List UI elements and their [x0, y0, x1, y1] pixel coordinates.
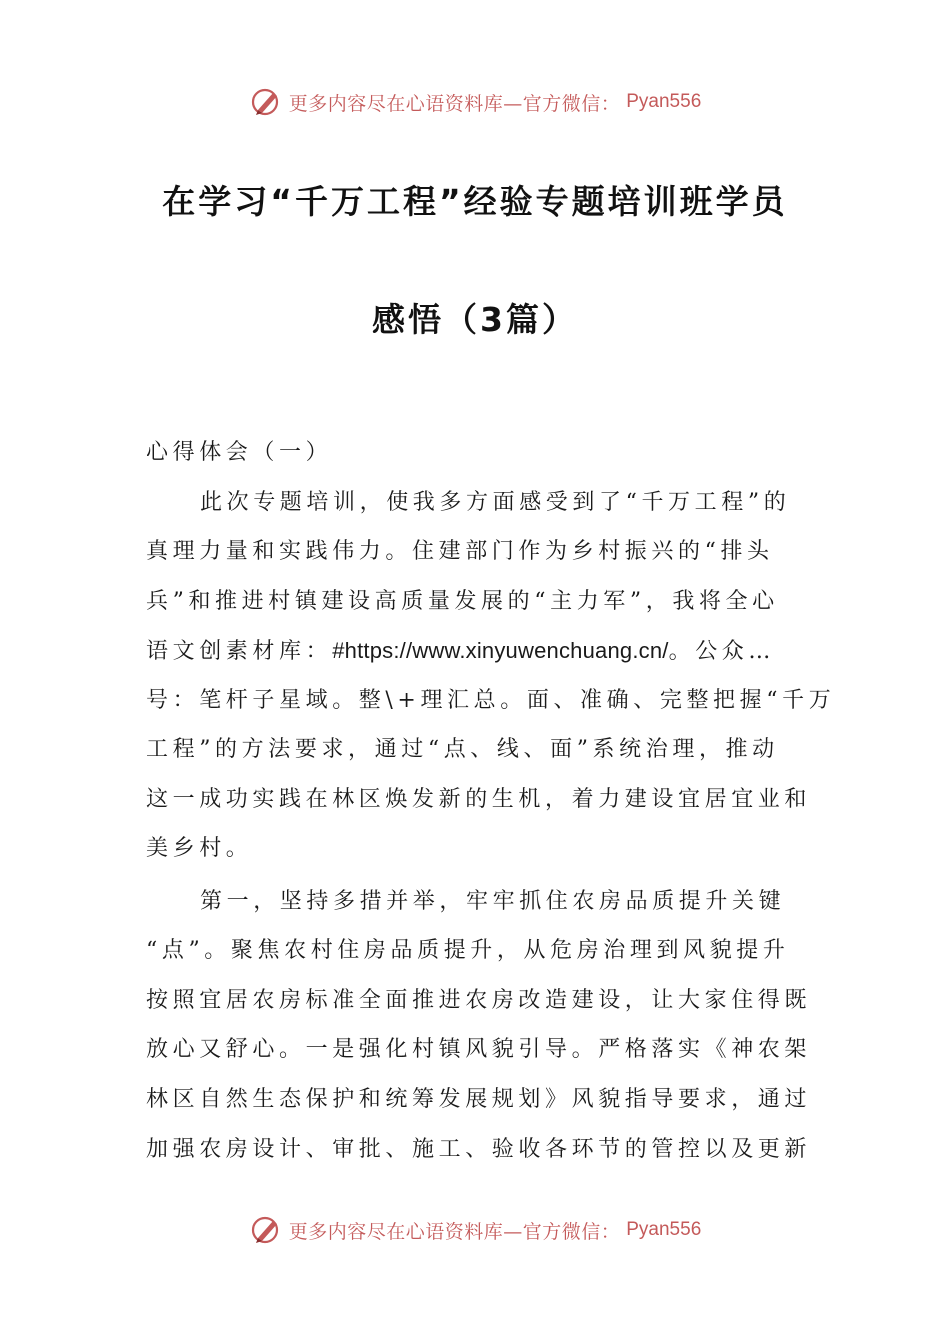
pen-logo-icon	[249, 1213, 283, 1247]
paragraph-2-line: 林区自然生态保护和统筹发展规划》风貌指导要求，通过	[146, 1087, 812, 1112]
document-title-line-1: 在学习“千万工程”经验专题培训班学员	[162, 182, 788, 221]
watermark-text: 更多内容尽在心语资料库—官方微信：	[288, 92, 621, 115]
paragraph-2-line: 按照宜居农房标准全面推进农房改造建设，让大家住得既	[146, 988, 812, 1013]
inline-text: 语文创素材库：	[146, 639, 333, 664]
paragraph-2-line: “点”。聚焦农村住房品质提升，从危房治理到风貌提升	[146, 938, 790, 963]
paragraph-1-line: 号：笔杆子星域。整\+理汇总。面、准确、完整把握“千万	[146, 688, 836, 713]
header-watermark-banner	[0, 84, 950, 120]
paragraph-1-line: 此次专题培训，使我多方面感受到了“千万工程”的	[200, 490, 791, 515]
document-title-line-2: 感悟（3篇）	[372, 300, 578, 339]
paragraph-1-line: 工程”的方法要求，通过“点、线、面”系统治理，推动	[146, 737, 779, 762]
paragraph-2-line: 放心又舒心。一是强化村镇风貌引导。严格落实《神农架	[146, 1037, 812, 1062]
pen-logo-icon	[249, 85, 283, 119]
paragraph-2-line: 第一，坚持多措并举，牢牢抓住农房品质提升关键	[200, 889, 786, 914]
footer-watermark-banner	[0, 1212, 950, 1248]
inline-text: 。公众…	[668, 639, 775, 664]
paragraph-1-line: 兵”和推进村镇建设高质量发展的“主力军”，我将全心	[146, 589, 779, 614]
website-url-text: #https://www.xinyuwenchuang.cn/	[332, 638, 669, 663]
paragraph-2-line: 加强农房设计、审批、施工、验收各环节的管控以及更新	[146, 1137, 812, 1162]
watermark-wechat-id: Pyan556	[626, 1219, 702, 1240]
paragraph-1-line	[146, 636, 775, 666]
section-heading: 心得体会（一）	[146, 440, 333, 465]
paragraph-1-line: 真理力量和实践伟力。住建部门作为乡村振兴的“排头	[146, 539, 774, 564]
paragraph-1-line: 美乡村。	[146, 836, 253, 861]
watermark-wechat-id: Pyan556	[626, 91, 702, 112]
paragraph-1-line: 这一成功实践在林区焕发新的生机，着力建设宜居宜业和	[146, 787, 812, 812]
watermark-text: 更多内容尽在心语资料库—官方微信：	[288, 1220, 621, 1243]
